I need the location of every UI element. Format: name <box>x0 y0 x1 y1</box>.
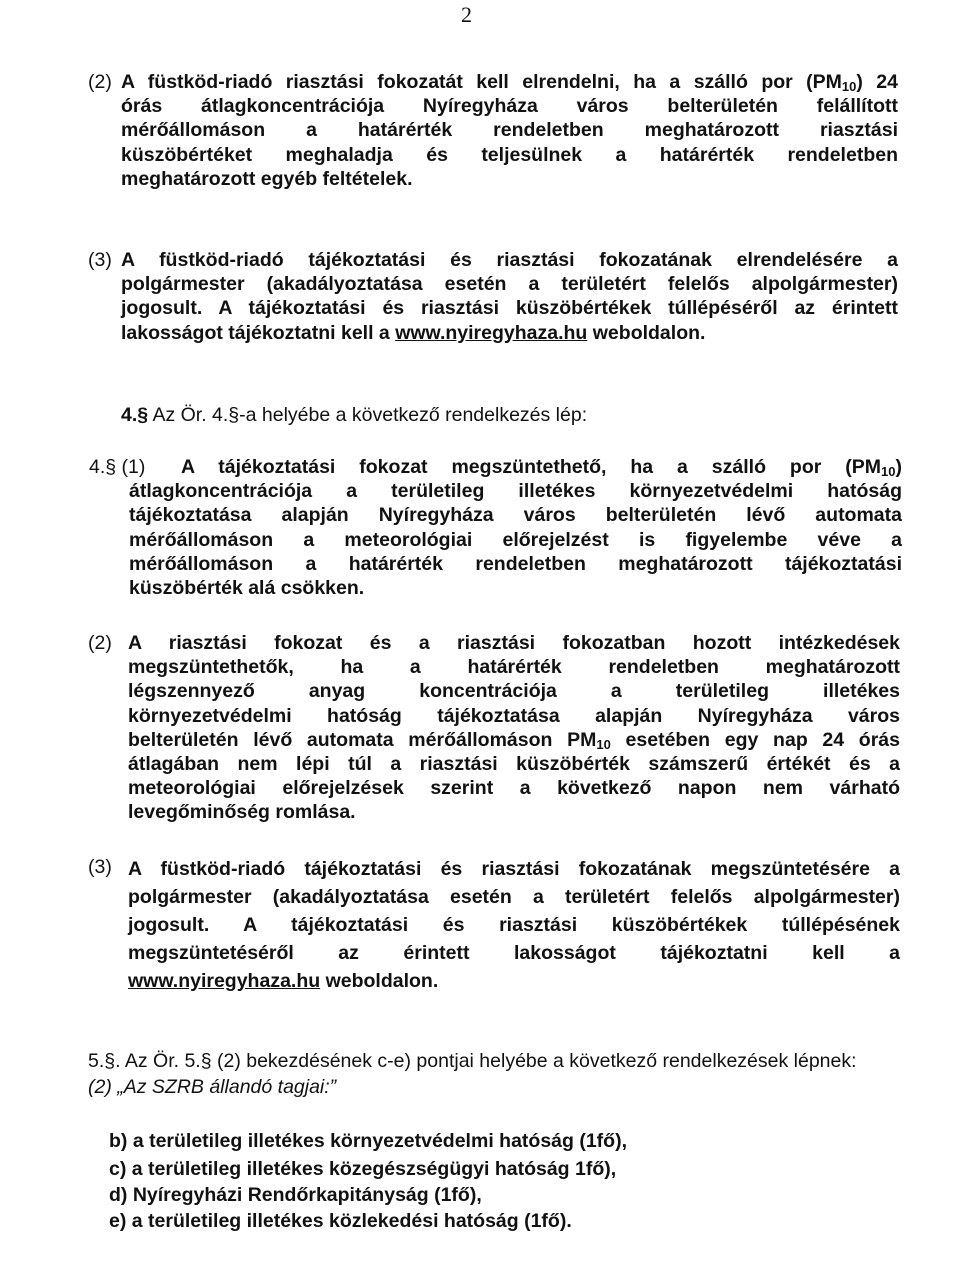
website-link[interactable]: www.nyiregyhaza.hu <box>395 321 588 344</box>
text-line: A füstköd-riadó tájékoztatási és riasztási fokozatának megszüntetésére a <box>128 858 900 880</box>
section-number: 4.§ <box>121 404 149 426</box>
text-line: meghatározott egyéb feltételek. <box>121 167 413 190</box>
text-line <box>121 321 898 345</box>
text-line: polgármester (akadályoztatása esetén a területért felelős alpolgármester) <box>128 886 900 908</box>
text-fragment: lakosságot tájékoztatni kell a <box>121 321 390 344</box>
section-5-heading <box>88 1050 857 1073</box>
paragraph-label: (2) <box>88 71 112 93</box>
paragraph-label: 4.§ (1) <box>89 456 146 478</box>
text-line: küszöbérték alá csökken. <box>129 577 365 600</box>
paragraph-body <box>129 455 902 600</box>
text-line: levegőminőség romlása. <box>128 801 356 824</box>
text-line: jogosult. A tájékoztatási és riasztási küszöbértékek túllépésének <box>128 914 900 936</box>
text-line: tájékoztatása alapján Nyíregyháza város belterületén lévő automata <box>129 504 902 527</box>
text-line: mérőállomáson a határérték rendeletben meghatározott riasztási <box>121 119 898 142</box>
text-line: A füstköd-riadó tájékoztatási és riasztási fokozatának elrendelésére a <box>121 249 898 271</box>
list-item: b) a területileg illetékes környezetvédelmi hatóság (1fő), <box>109 1130 627 1152</box>
paragraph-label: (3) <box>88 249 112 271</box>
text-fragment: weboldalon. <box>592 321 706 344</box>
paragraph-body <box>121 248 898 345</box>
text-line: légszennyező anyag koncentrációja a területileg illetékes <box>128 680 900 703</box>
text-line: A riasztási fokozat és a riasztási fokozatban hozott intézkedések <box>128 632 900 654</box>
paragraph-body <box>121 70 898 191</box>
list-item: d) Nyíregyházi Rendőrkapitányság (1fő), <box>109 1184 482 1206</box>
text-line: belterületén lévő automata mérőállomáson $PM_{10}$ esetében egy nap 24 órás <box>128 728 900 752</box>
text-line: A tájékoztatási fokozat megszüntethető, ha a szálló por $(PM_{10})$ <box>181 456 902 479</box>
quote-line: (2) „Az SZRB állandó tagjai:” <box>88 1076 337 1098</box>
text-line: átlagában nem lépi túl a riasztási küszöbérték számszerű értékét és a <box>128 753 900 776</box>
text-line: megszüntetéséről az érintett lakosságot tájékoztatni kell a <box>128 942 900 964</box>
text-fragment: weboldalon. <box>325 970 439 992</box>
paragraph-label: (3) <box>88 856 112 878</box>
list-item: c) a területileg illetékes közegészségügyi hatóság 1fő), <box>109 1158 617 1180</box>
text-line: órás átlagkoncentrációja Nyíregyháza város belterületén felállított <box>121 95 898 118</box>
text-line <box>128 967 900 995</box>
text-line: polgármester (akadályoztatása esetén a területért felelős alpolgármester) <box>121 273 898 296</box>
text-line: jogosult. A tájékoztatási és riasztási küszöbértékek túllépéséről az érintett <box>121 297 898 320</box>
paragraph-body <box>128 855 900 995</box>
section-4-heading <box>121 404 587 427</box>
list-item: e) a területileg illetékes közlekedési hatóság (1fő). <box>109 1210 572 1232</box>
text-line: küszöbértéket meghaladja és teljesülnek a határérték rendeletben <box>121 143 898 166</box>
website-link[interactable]: www.nyiregyhaza.hu <box>128 970 321 992</box>
page-number: 2 <box>461 2 472 27</box>
section-heading-text: Az Ör. 4.§-a helyébe a következő rendelkezés lép: <box>152 404 588 426</box>
text-line: átlagkoncentrációja a területileg illetékes környezetvédelmi hatóság <box>129 480 902 503</box>
section-heading-text: 5.§. Az Ör. 5.§ (2) bekezdésének c-e) pontjai helyébe a következő rendelkezések lépnek: <box>88 1050 857 1072</box>
paragraph-body <box>128 631 900 825</box>
text-line: megszüntethetők, ha a határérték rendeletben meghatározott <box>128 656 900 679</box>
text-line: A füstköd-riadó riasztási fokozatát kell elrendelni, ha a szálló por $(PM_{10})$ 24 <box>121 71 898 94</box>
paragraph-label: (2) <box>88 632 112 654</box>
text-line: mérőállomáson a meteorológiai előrejelzést is figyelembe véve a <box>129 528 902 551</box>
text-line: meteorológiai előrejelzések szerint a következő napon nem várható <box>128 777 900 800</box>
text-line: mérőállomáson a határérték rendeletben meghatározott tájékoztatási <box>129 552 902 575</box>
text-line: környezetvédelmi hatóság tájékoztatása alapján Nyíregyháza város <box>128 704 900 727</box>
